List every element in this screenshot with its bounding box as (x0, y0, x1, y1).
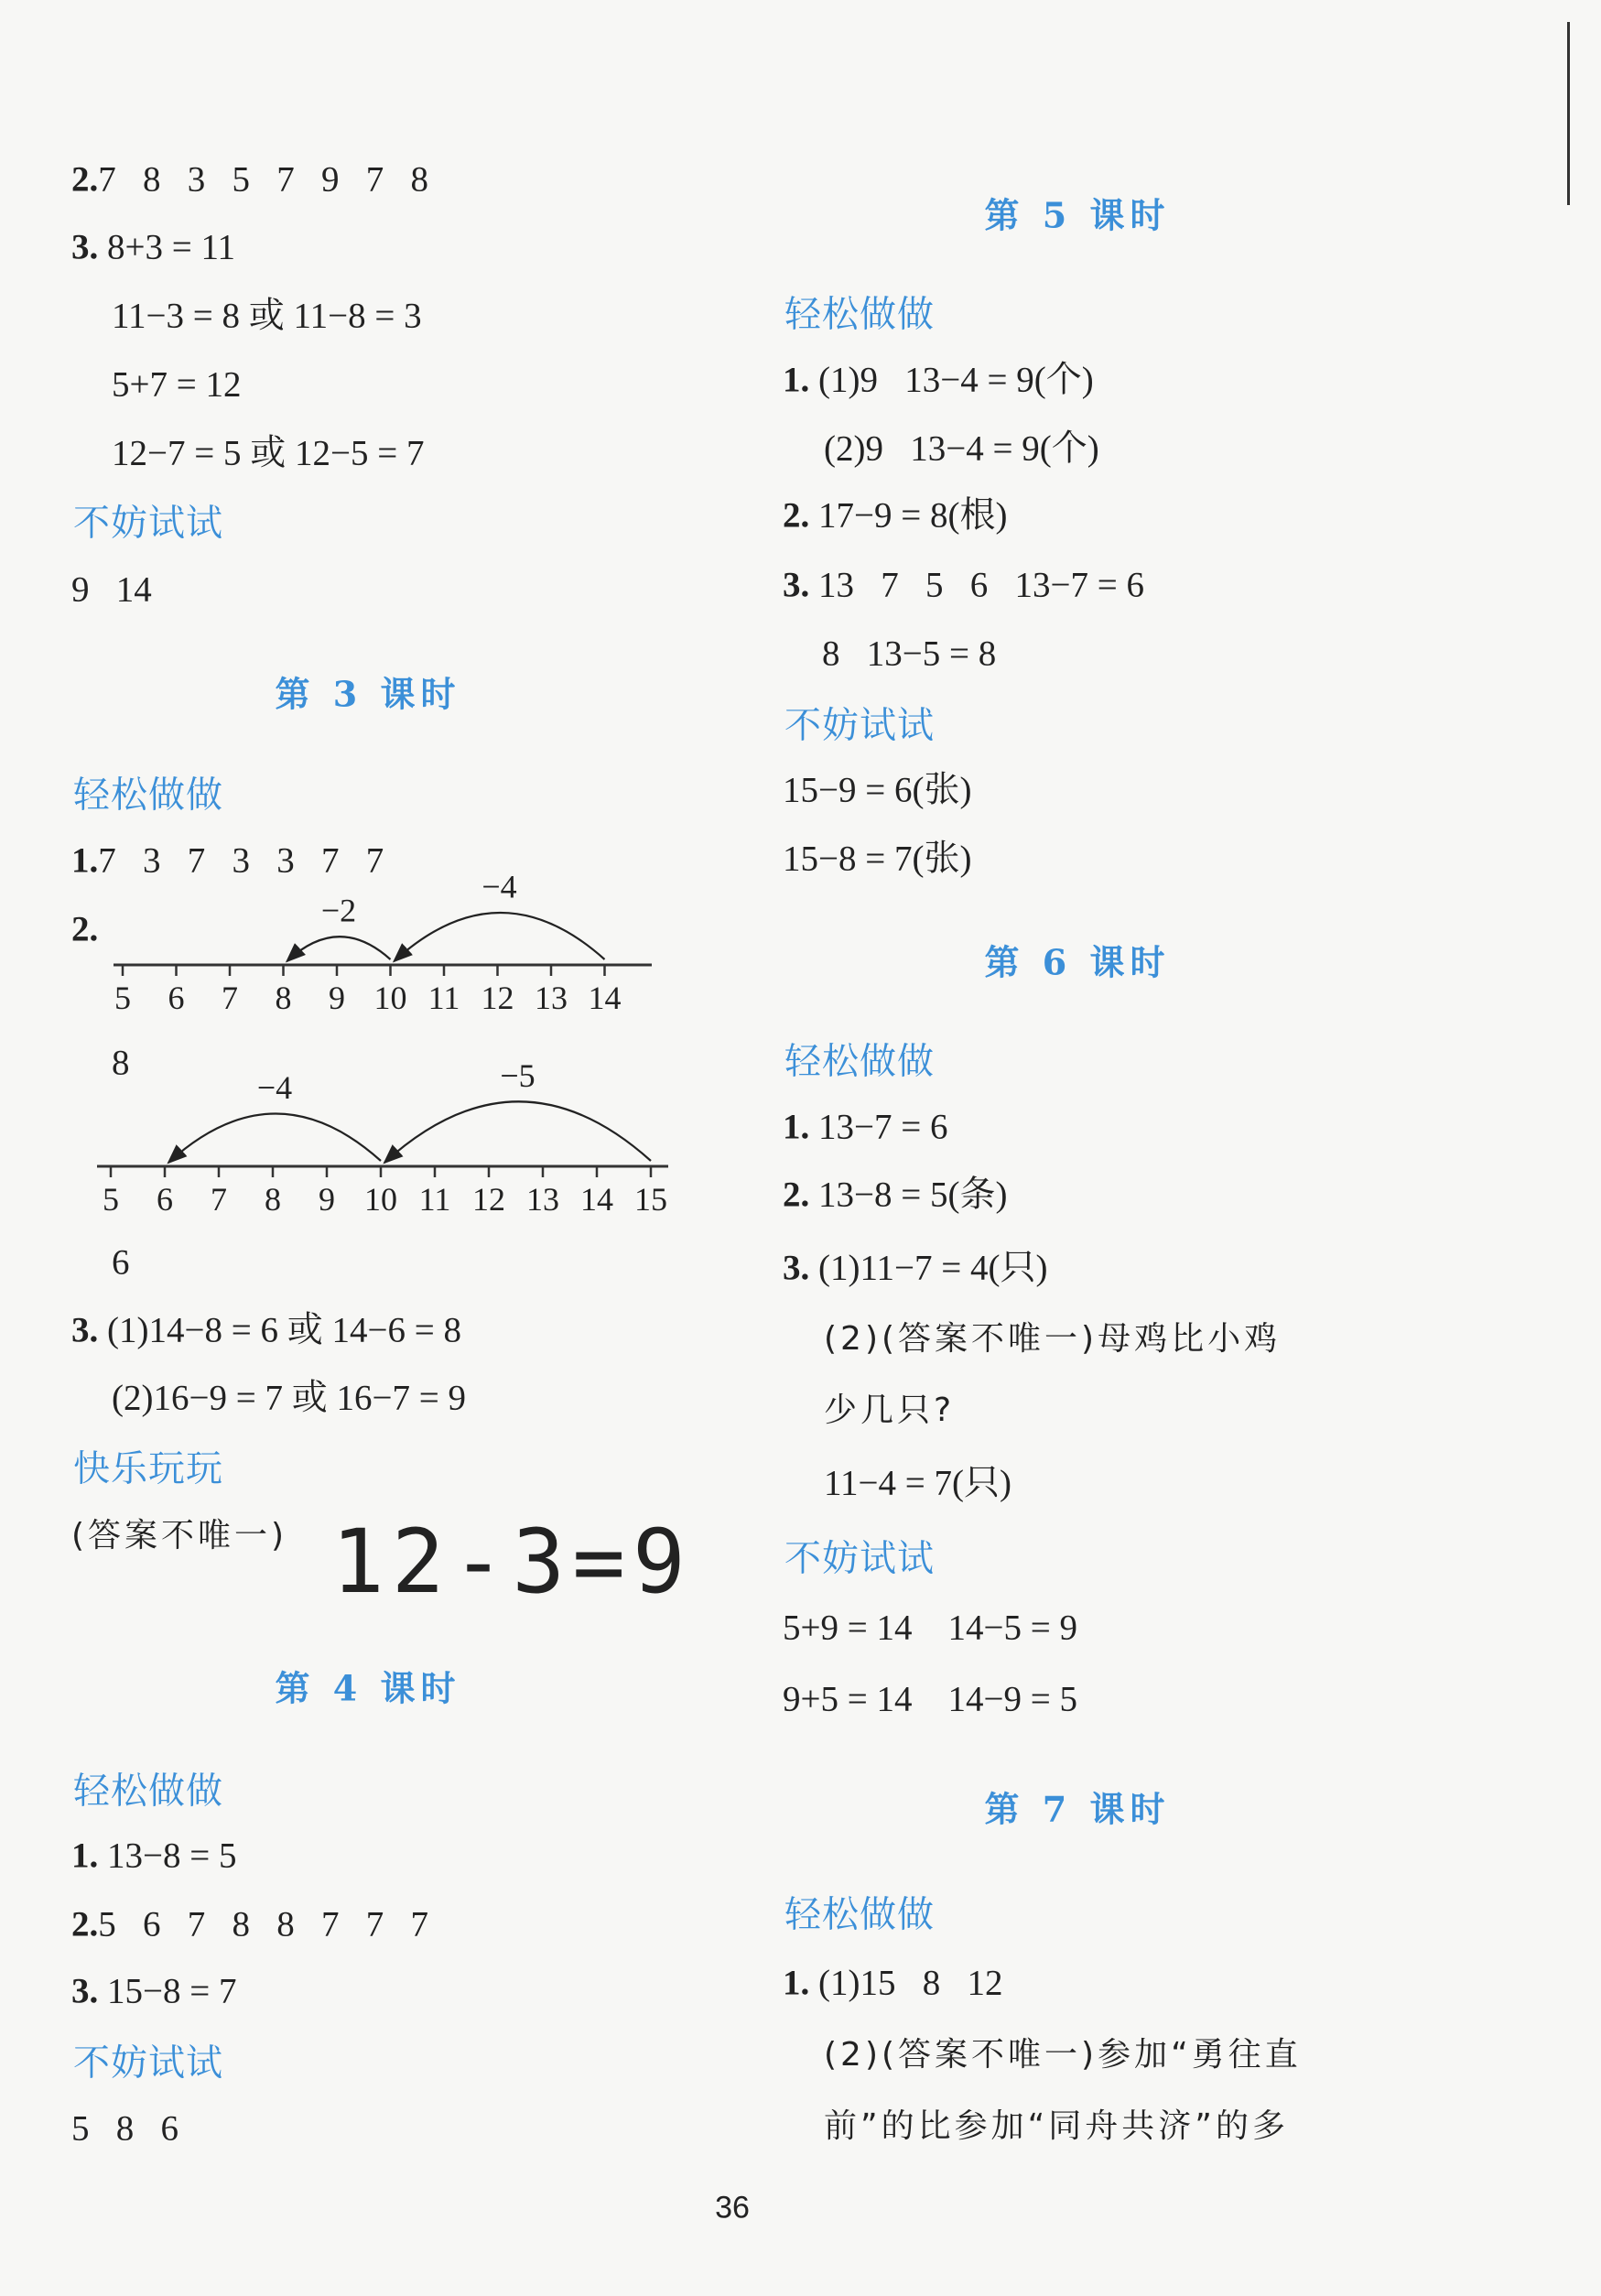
number-line-tick-label: 13 (535, 980, 568, 1016)
answer-line: 15−8 = 7(张) (783, 839, 972, 879)
item-number: 3. (783, 565, 810, 605)
matchstick-equation: 12-3=9 (331, 1511, 693, 1613)
answer-line: (2)16−9 = 7 或 16−7 = 9 (112, 1378, 466, 1418)
answer-line (783, 495, 1008, 536)
number-line-tick-label: 15 (634, 1181, 667, 1218)
answer-line: 6 (112, 1242, 130, 1283)
lesson-heading: 第 7 课时 (984, 1788, 1171, 1830)
lesson-heading: 第 4 课时 (275, 1667, 461, 1709)
answer-line: 5+7 = 12 (112, 364, 242, 405)
answer-text: 13−8 = 5 (98, 1836, 237, 1876)
answer-line: (答案不唯一) (71, 1517, 288, 1554)
jump-arrow (168, 1114, 381, 1163)
answer-line: 11−3 = 8 或 11−8 = 3 (112, 296, 422, 336)
number-line-tick-label: 8 (275, 980, 292, 1016)
jump-label: −5 (500, 1056, 535, 1094)
answer-line (783, 1177, 1007, 1213)
answer-line (71, 1838, 237, 1874)
number-line-tick-label: 14 (580, 1181, 613, 1218)
jump-arrow (395, 913, 605, 961)
number-line-tick-label: 10 (373, 980, 407, 1016)
answer-line: 12−7 = 5 或 12−5 = 7 (112, 433, 425, 473)
answer-text: (1)11−7 = 4(只) (809, 1248, 1048, 1288)
answer-text: 13−7 = 6 (809, 1107, 948, 1147)
subheading: 快乐玩玩 (73, 1447, 223, 1490)
answer-text: 5 6 7 8 8 7 7 7 (98, 1904, 428, 1944)
item-number: 3. (783, 1248, 810, 1288)
answer-line (71, 1971, 237, 2011)
answer-text: 13 7 5 6 13−7 = 6 (809, 565, 1144, 605)
subheading: 轻松做做 (784, 1040, 935, 1083)
item-number: 1. (71, 840, 99, 881)
item-number: 3. (71, 1971, 99, 2011)
lesson-heading: 第 5 课时 (984, 194, 1171, 236)
answer-line (783, 1248, 1048, 1288)
answer-text: (1)9 13−4 = 9(个) (809, 360, 1094, 400)
subheading: 不妨试试 (784, 1537, 935, 1580)
subheading: 不妨试试 (784, 704, 935, 747)
answer-line: 8 (112, 1043, 130, 1083)
number-line-tick-label: 9 (329, 980, 345, 1016)
number-line-tick-label: 6 (168, 980, 185, 1016)
number-line-tick-label: 5 (103, 1181, 119, 1218)
answer-line: 少几只? (824, 1392, 956, 1429)
number-line-tick-label: 9 (319, 1181, 335, 1218)
answer-line (71, 1904, 428, 1944)
answer-line: 5+9 = 14 14−5 = 9 (783, 1608, 1077, 1648)
subheading: 轻松做做 (73, 774, 223, 817)
item-number: 3. (71, 227, 99, 267)
number-line-tick-label: 8 (265, 1181, 281, 1218)
answer-line: 8 13−5 = 8 (822, 634, 997, 674)
answer-text: 15−8 = 7 (98, 1971, 237, 2011)
jump-arrow (287, 937, 391, 961)
subheading: 轻松做做 (784, 1893, 935, 1936)
page-number: 36 (715, 2190, 750, 2226)
answer-text: 7 3 7 3 3 7 7 (98, 840, 384, 881)
answer-text: (1)15 8 12 (809, 1963, 1003, 2003)
answer-line: (2)9 13−4 = 9(个) (824, 428, 1099, 469)
item-number: 1. (783, 1963, 810, 2003)
jump-label: −4 (256, 1069, 293, 1107)
answer-line: 5 8 6 (71, 2108, 178, 2149)
number-line-tick-label: 10 (364, 1181, 397, 1218)
answer-line (783, 1107, 948, 1147)
answer-line: 9 14 (71, 569, 152, 610)
number-line-tick-label: 12 (472, 1181, 505, 1218)
lesson-heading: 第 3 课时 (275, 673, 461, 715)
jump-arrow (384, 1101, 651, 1163)
jump-label: −4 (481, 868, 517, 905)
item-number: 2. (71, 159, 99, 200)
number-line-tick-label: 11 (418, 1181, 451, 1218)
answer-text: 8+3 = 11 (98, 227, 236, 267)
answer-text: 17−9 = 8(根) (809, 495, 1008, 536)
subheading: 不妨试试 (73, 2041, 223, 2085)
item-number: 1. (783, 1107, 810, 1147)
lesson-heading: 第 6 课时 (984, 941, 1171, 983)
answer-text: 7 8 3 5 7 9 7 8 (98, 159, 428, 200)
subheading: 轻松做做 (73, 1770, 223, 1813)
item-number: 2. (783, 1175, 810, 1215)
number-line-tick-label: 7 (222, 980, 238, 1016)
number-line-tick-label: 14 (588, 980, 622, 1016)
answer-line: 前”的比参加“同舟共济”的多 (824, 2107, 1289, 2145)
answer-text: 13−8 = 5(条) (809, 1175, 1008, 1215)
answer-line: 15−9 = 6(张) (783, 770, 972, 810)
subheading: 不妨试试 (73, 502, 223, 545)
item-number: 1. (71, 1836, 99, 1876)
item-number: 2. (71, 909, 99, 949)
answer-line (71, 1310, 461, 1350)
number-line-tick-label: 13 (526, 1181, 559, 1218)
number-line-tick-label: 6 (157, 1181, 173, 1218)
answer-line (783, 1963, 1003, 2003)
number-line-tick-label: 5 (114, 980, 131, 1016)
answer-line (783, 565, 1144, 605)
answer-line: 11−4 = 7(只) (824, 1463, 1012, 1503)
answer-line: (2)(答案不唯一)参加“勇往直 (824, 2036, 1302, 2074)
item-number: 2. (71, 1904, 99, 1944)
subheading: 轻松做做 (784, 293, 935, 336)
answer-line (783, 360, 1094, 400)
answer-text: (1)14−8 = 6 或 14−6 = 8 (98, 1310, 461, 1350)
jump-label: −2 (320, 892, 357, 929)
answer-line: 9+5 = 14 14−9 = 5 (783, 1679, 1077, 1719)
item-number: 3. (71, 1310, 99, 1350)
answer-line: (2)(答案不唯一)母鸡比小鸡 (824, 1320, 1282, 1358)
item-number: 1. (783, 360, 810, 400)
number-line-tick-label: 7 (211, 1181, 227, 1218)
number-line-tick-label: 11 (427, 980, 460, 1016)
number-line-tick-label: 12 (481, 980, 514, 1016)
item-number: 2. (783, 495, 810, 536)
